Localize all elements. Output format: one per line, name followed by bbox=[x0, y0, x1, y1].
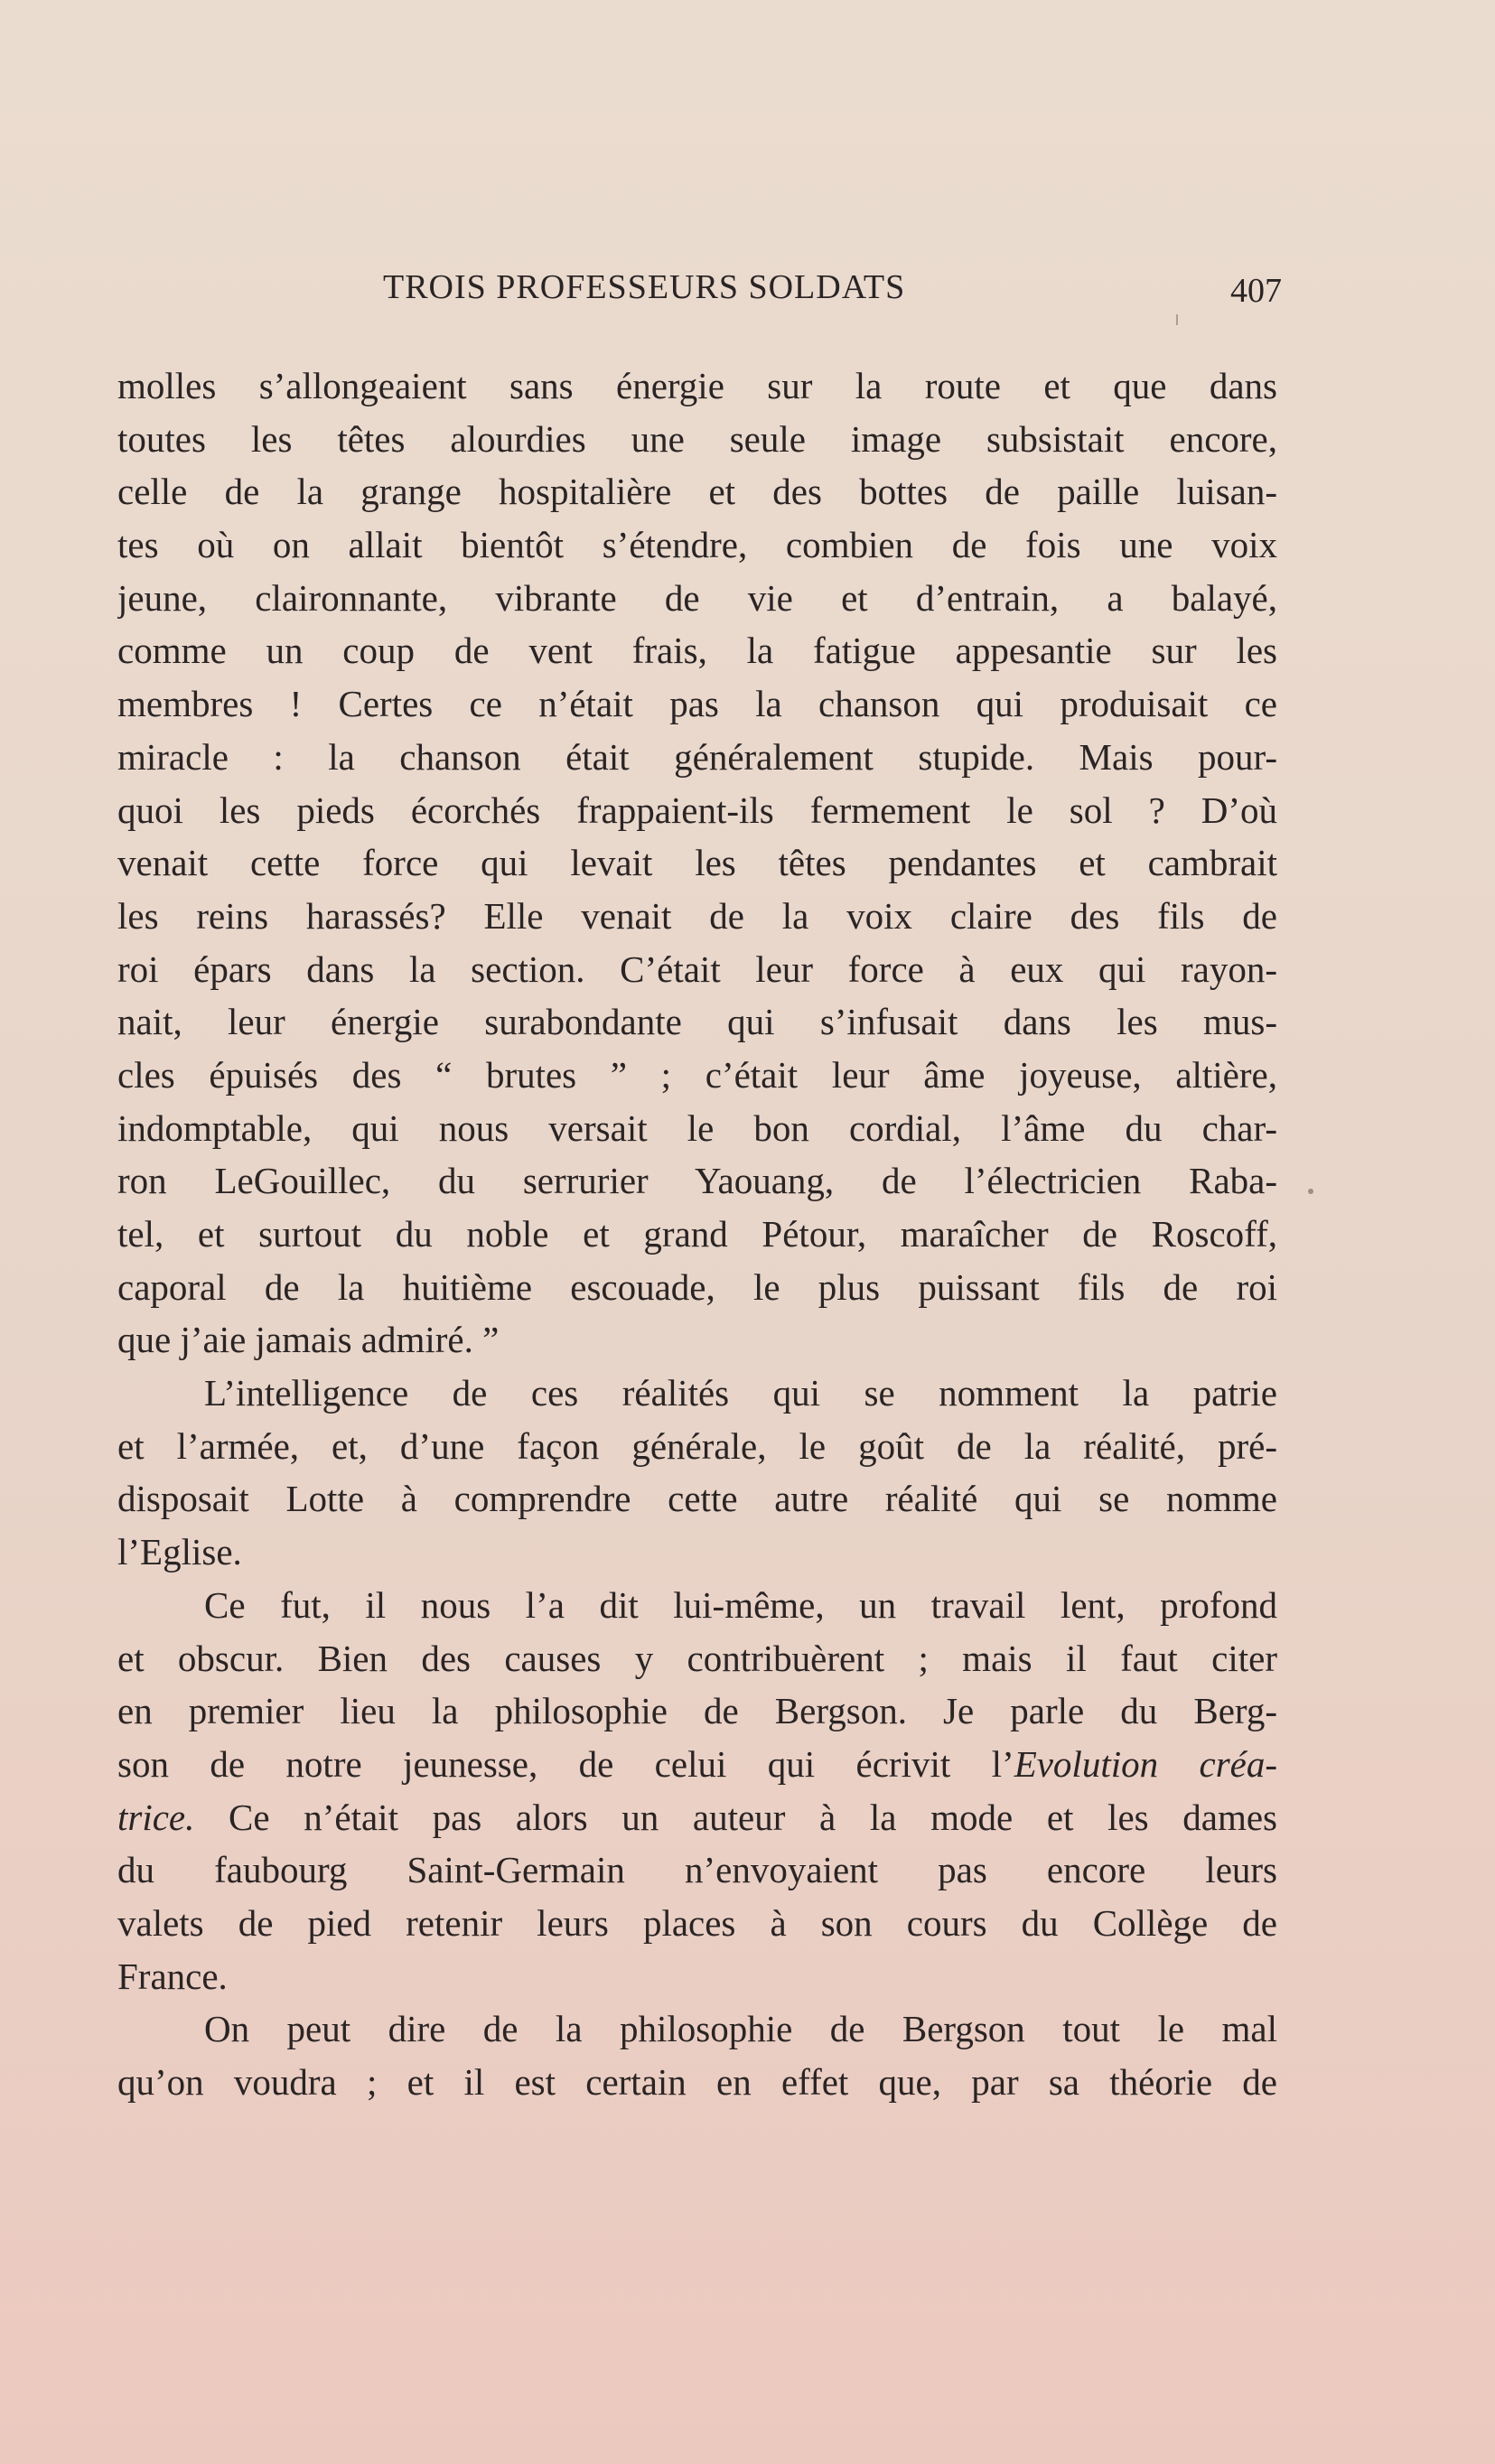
text-line: Ce fut, il nous l’a dit lui-même, un travail lent, profond bbox=[204, 1583, 1277, 1626]
paragraph bbox=[117, 1579, 1277, 2003]
text-line bbox=[117, 1738, 1277, 1791]
text-line: les reins harassés? Elle venait de la voix claire des fils de bbox=[117, 894, 1277, 937]
text-line: ron LeGouillec, du serrurier Yaouang, de l’électricien Raba- bbox=[117, 1160, 1277, 1202]
text-line: nait, leur énergie surabondante qui s’infusait dans les mus- bbox=[117, 1001, 1277, 1043]
body-text bbox=[117, 359, 1277, 2109]
book-title: Evolution créa- bbox=[1014, 1742, 1277, 1785]
text-line: et l’armée, et, d’une façon générale, le goût de la réalité, pré- bbox=[117, 1424, 1277, 1467]
text-line: que j’aie jamais admiré. ” bbox=[117, 1319, 500, 1361]
text-line: indomptable, qui nous versait le bon cordial, l’âme du char- bbox=[117, 1106, 1277, 1149]
text-fragment: Ce n’était pas alors un auteur à la mode et les dames bbox=[194, 1796, 1277, 1838]
text-line: membres ! Certes ce n’était pas la chanson qui produisait ce bbox=[117, 683, 1277, 725]
text-line: l’Eglise. bbox=[117, 1531, 242, 1573]
text-line: du faubourg Saint-Germain n’envoyaient pas encore leurs bbox=[117, 1849, 1277, 1891]
page-number: 407 bbox=[1230, 272, 1282, 310]
text-line: celle de la grange hospitalière et des bottes de paille luisan- bbox=[117, 471, 1277, 513]
text-line: molles s’allongeaient sans énergie sur la route et que dans bbox=[117, 365, 1277, 406]
text-line: France. bbox=[117, 1955, 228, 1997]
running-head bbox=[117, 267, 1292, 313]
text-line: On peut dire de la philosophie de Bergson tout le mal bbox=[204, 2008, 1277, 2050]
text-line: L’intelligence de ces réalités qui se nomment la patrie bbox=[204, 1372, 1277, 1414]
paper-mark bbox=[1176, 314, 1178, 325]
text-line: qu’on voudra ; et il est certain en effet que, par sa théorie de bbox=[117, 2061, 1277, 2103]
text-line: toutes les têtes alourdies une seule image subsistait encore, bbox=[117, 417, 1277, 460]
text-line: cles épuisés des “ brutes ” ; c’était leur âme joyeuse, altière, bbox=[117, 1053, 1277, 1096]
text-line: venait cette force qui levait les têtes pendantes et cambrait bbox=[117, 842, 1277, 884]
text-line: roi épars dans la section. C’était leur force à eux qui rayon- bbox=[117, 947, 1277, 990]
text-line: quoi les pieds écorchés frappaient-ils fermement le sol ? D’où bbox=[117, 789, 1277, 831]
text-line: tel, et surtout du noble et grand Pétour, maraîcher de Roscoff, bbox=[117, 1213, 1277, 1255]
running-title: TROIS PROFESSEURS SOLDATS bbox=[383, 268, 906, 306]
text-line: comme un coup de vent frais, la fatigue appesantie sur les bbox=[117, 630, 1277, 672]
book-title-continuation: trice. bbox=[117, 1796, 195, 1838]
ink-speck bbox=[1308, 1189, 1313, 1194]
paragraph bbox=[117, 1367, 1277, 1579]
text-line: miracle : la chanson était généralement stupide. Mais pour- bbox=[117, 735, 1277, 778]
text-line: caporal de la huitième escouade, le plus puissant fils de roi bbox=[117, 1265, 1277, 1308]
text-line: en premier lieu la philosophie de Bergson. Je parle du Berg- bbox=[117, 1690, 1277, 1732]
text-line: tes où on allait bientôt s’étendre, combien de fois une voix bbox=[117, 524, 1277, 566]
text-line: et obscur. Bien des causes y contribuèrent ; mais il faut citer bbox=[117, 1637, 1277, 1679]
text-line: disposait Lotte à comprendre cette autre réalité qui se nomme bbox=[117, 1478, 1277, 1520]
paragraph bbox=[117, 359, 1277, 1367]
text-line: valets de pied retenir leurs places à son cours du Collège de bbox=[117, 1901, 1277, 1944]
text-line bbox=[117, 1791, 1277, 1844]
text-line: jeune, claironnante, vibrante de vie et d’entrain, a balayé, bbox=[117, 576, 1277, 619]
text-fragment: son de notre jeunesse, de celui qui écrivit l’ bbox=[117, 1742, 1014, 1785]
paragraph bbox=[117, 2002, 1277, 2108]
